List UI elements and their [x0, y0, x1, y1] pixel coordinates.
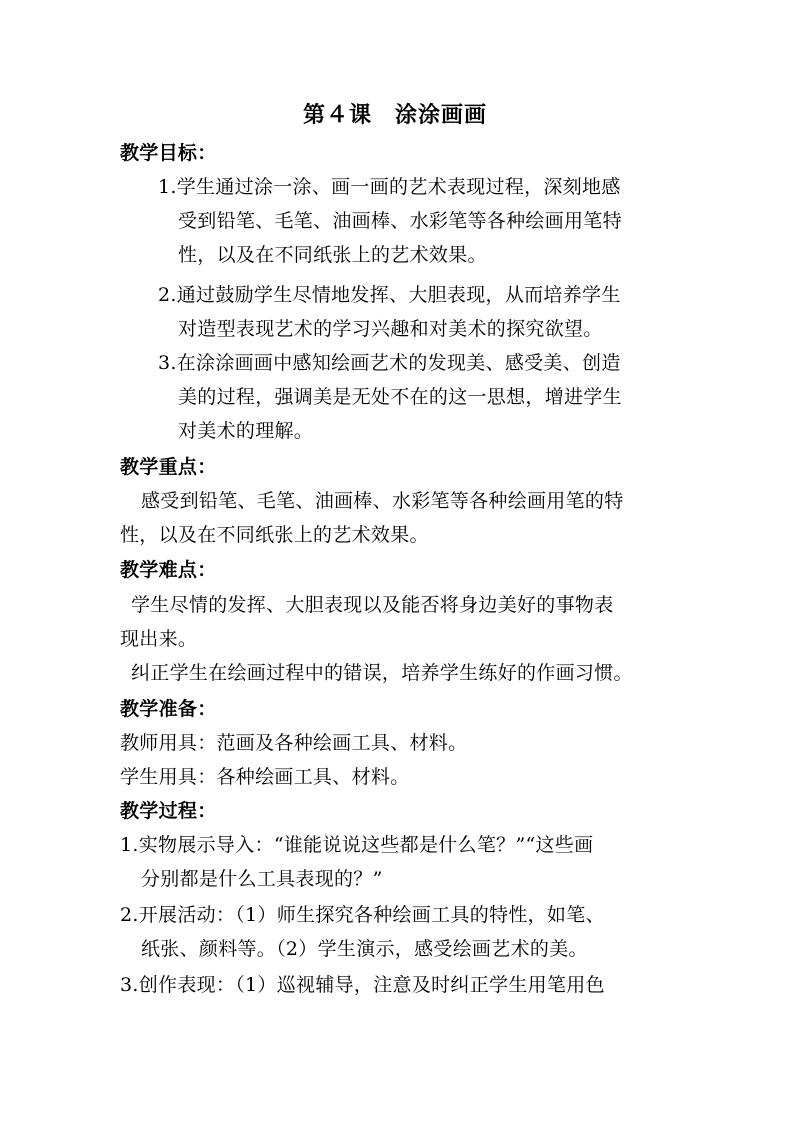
objectives-line: 对造型表现艺术的学习兴趣和对美术的探究欲望。	[178, 318, 603, 340]
key-points-heading: 教学重点：	[120, 456, 217, 478]
objectives-line: 1.学生通过涂一涂、画一画的艺术表现过程，深刻地感	[158, 176, 621, 198]
key-points-line: 感受到铅笔、毛笔、油画棒、水彩笔等各种绘画用笔的特	[141, 490, 624, 512]
objectives-line: 2.通过鼓励学生尽情地发挥、大胆表现，从而培养学生	[158, 284, 621, 306]
objectives-line: 性，以及在不同纸张上的艺术效果。	[178, 244, 487, 266]
process-line: 3.创作表现：（1）巡视辅导，注意及时纠正学生用笔用色	[120, 974, 605, 996]
process-line: 纸张、颜料等。（2）学生演示，感受绘画艺术的美。	[141, 938, 588, 960]
objectives-line: 3.在涂涂画画中感知绘画艺术的发现美、感受美、创造	[158, 352, 621, 374]
objectives-heading: 教学目标：	[120, 142, 217, 164]
preparation-line: 学生用具：各种绘画工具、材料。	[120, 766, 410, 788]
difficulties-line: 现出来。	[120, 628, 198, 650]
objectives-line: 对美术的理解。	[178, 420, 314, 442]
difficulties-line: 学生尽情的发挥、大胆表现以及能否将身边美好的事物表	[131, 594, 614, 616]
key-points-line: 性，以及在不同纸张上的艺术效果。	[120, 524, 429, 546]
process-line: 1.实物展示导入：“谁能说说这些都是什么笔？”“这些画	[120, 834, 594, 856]
difficulties-heading: 教学难点：	[120, 559, 217, 581]
objectives-line: 美的过程，强调美是无处不在的这一思想，增进学生	[178, 386, 622, 408]
preparation-heading: 教学准备：	[120, 698, 217, 720]
process-heading: 教学过程：	[120, 800, 217, 822]
lesson-title: 第４课 涂涂画画	[303, 102, 488, 128]
process-line: 分别都是什么工具表现的？”	[141, 868, 383, 890]
preparation-line: 教师用具：范画及各种绘画工具、材料。	[120, 732, 468, 754]
difficulties-line: 纠正学生在绘画过程中的错误，培养学生练好的作画习惯。	[131, 662, 633, 684]
objectives-line: 受到铅笔、毛笔、油画棒、水彩笔等各种绘画用笔特	[178, 210, 622, 232]
process-line: 2.开展活动：（1）师生探究各种绘画工具的特性，如笔、	[120, 904, 605, 926]
